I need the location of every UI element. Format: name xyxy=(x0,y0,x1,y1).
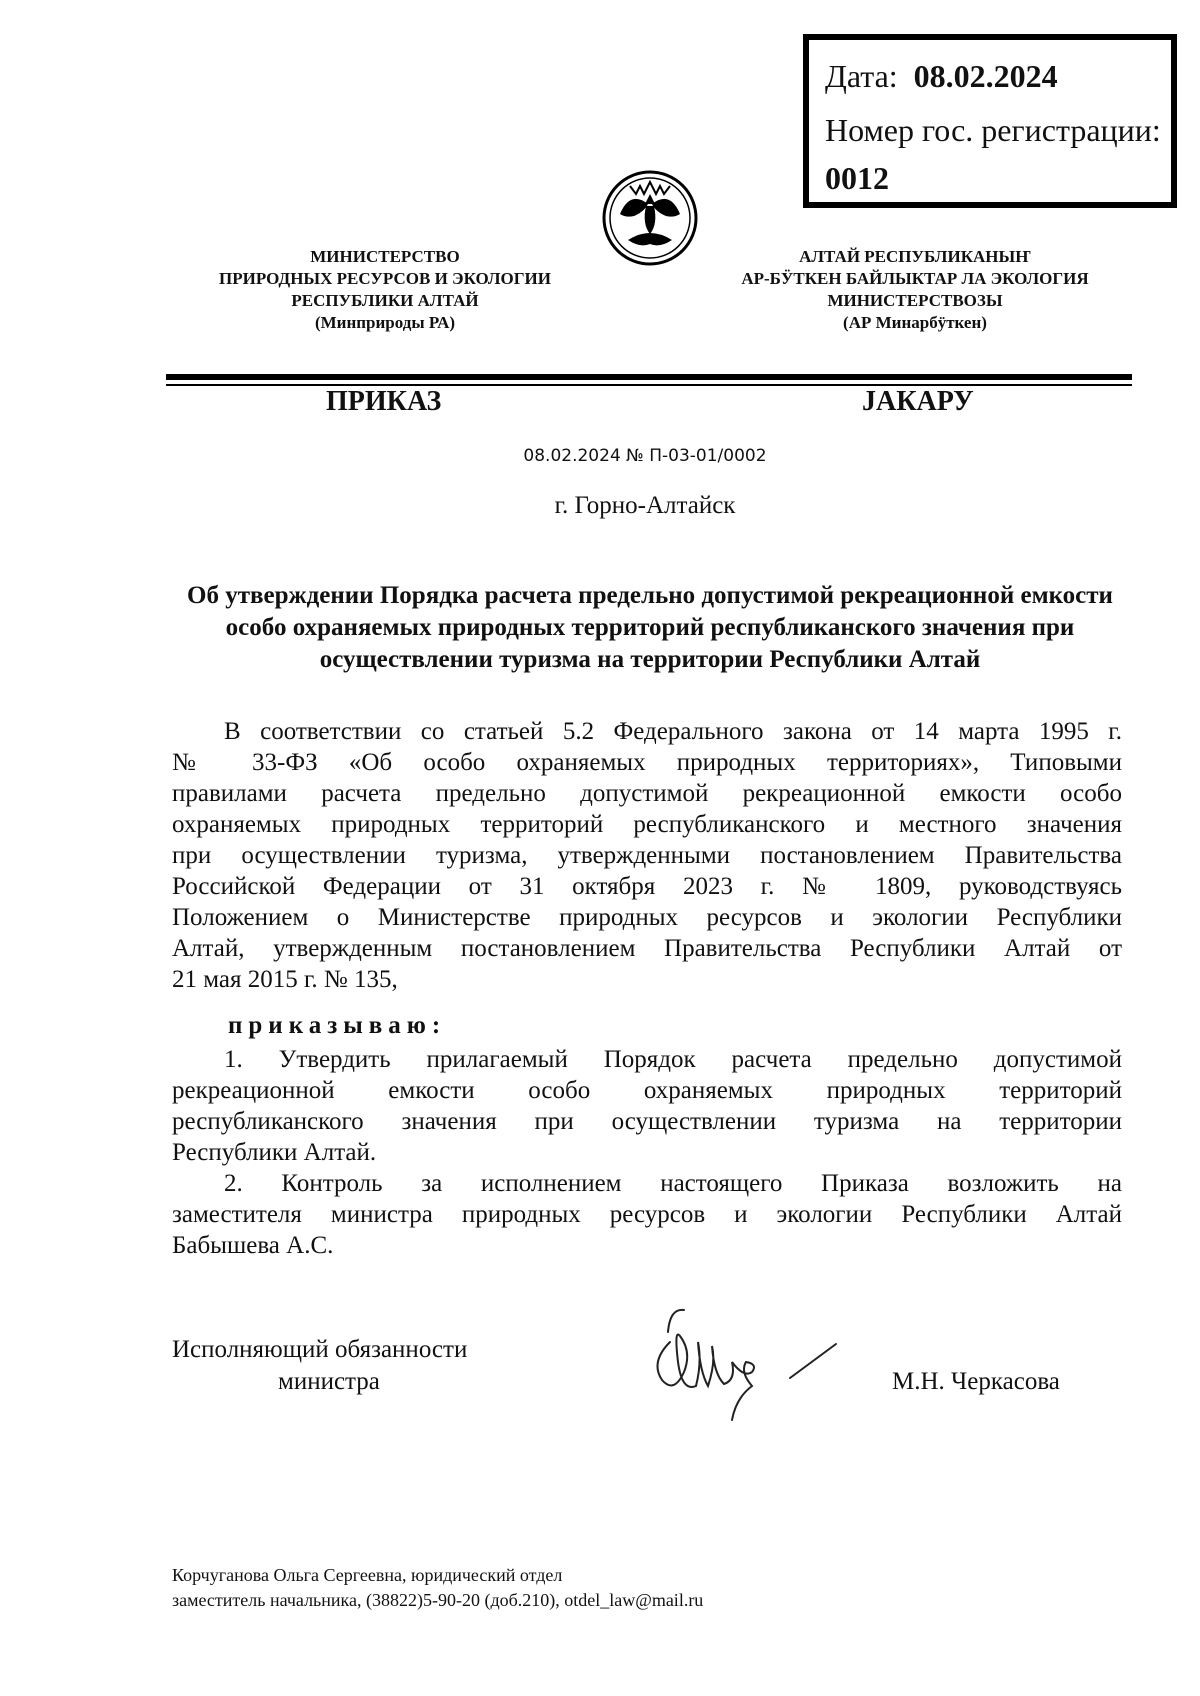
paragraph-line: правилами расчета предельно допустимой рекреационной емкости особо xyxy=(172,780,1122,807)
coat-of-arms-emblem xyxy=(600,168,700,268)
order-title-russian: ПРИКАЗ xyxy=(326,386,442,417)
paragraph-line: 21 мая 2015 г. № 135, xyxy=(172,966,398,993)
paragraph-line: республиканского значения при осуществлении туризма на территории xyxy=(172,1108,1122,1135)
order-item-1 xyxy=(172,1044,1122,1168)
signer-name: М.Н. Черкасова xyxy=(892,1368,1060,1395)
document-city: г. Горно-Алтайск xyxy=(554,492,736,519)
header-line: (АР Минарбӱткен) xyxy=(843,313,987,332)
registration-number-label: Номер гос. регистрации: xyxy=(825,112,1161,148)
paragraph-line: 2. Контроль за исполнением настоящего Приказа возложить на xyxy=(224,1170,1122,1197)
registration-date-value: 08.02.2024 xyxy=(913,58,1058,94)
paragraph-line: 1. Утвердить прилагаемый Порядок расчета предельно допустимой xyxy=(224,1046,1122,1073)
header-line: АЛТАЙ РЕСПУБЛИКАНЫҤ xyxy=(799,247,1031,266)
handwritten-signature xyxy=(640,1302,860,1422)
order-title-altai: JАКАРУ xyxy=(862,386,974,417)
paragraph-line: Алтай, утвержденным постановлением Правительства Республики Алтай от xyxy=(172,935,1122,962)
header-line: РЕСПУБЛИКИ АЛТАЙ xyxy=(291,291,479,310)
paragraph-line: охраняемых природных территорий республиканского и местного значения xyxy=(172,811,1122,838)
registration-number-value: 0012 xyxy=(825,160,889,196)
document-title: Об утверждении Порядка расчета предельно допустимой рекреационной емкости особо охраняемых природных территорий республиканского значения при осуществлении туризма на территории Республики Алтай xyxy=(187,582,1113,673)
header-divider-thin xyxy=(166,384,1132,386)
document-number: 08.02.2024 № П-03-01/0002 xyxy=(523,446,767,466)
paragraph-line: В соответствии со статьей 5.2 Федерального закона от 14 марта 1995 г. xyxy=(224,718,1122,745)
ministry-header-altai xyxy=(710,246,1120,334)
registration-date-row xyxy=(825,58,1058,95)
signer-position-line-1: Исполняющий обязанности xyxy=(172,1336,468,1363)
header-line: ПРИРОДНЫХ РЕСУРСОВ И ЭКОЛОГИИ xyxy=(219,269,551,288)
paragraph-line: Республики Алтай. xyxy=(172,1139,377,1166)
decree-word: приказываю: xyxy=(228,1012,447,1039)
basis-paragraph xyxy=(172,716,1122,995)
executor-info-line-1: Корчуганова Ольга Сергеевна, юридический отдел xyxy=(172,1565,563,1585)
header-line: МИНИСТЕРСТВО xyxy=(310,247,460,266)
paragraph-line: № 33-ФЗ «Об особо охраняемых природных территориях», Типовыми xyxy=(172,749,1122,776)
header-line: МИНИСТЕРСТВОЗЫ xyxy=(827,291,1003,310)
paragraph-line: Российской Федерации от 31 октября 2023 г. № 1809, руководствуясь xyxy=(172,873,1122,900)
paragraph-line: при осуществлении туризма, утвержденными постановлением Правительства xyxy=(172,842,1122,869)
registration-date-label: Дата: xyxy=(825,58,898,94)
registration-stamp xyxy=(803,34,1177,208)
paragraph-line: рекреационной емкости особо охраняемых природных территорий xyxy=(172,1077,1122,1104)
header-line: (Минприроды РА) xyxy=(314,313,456,332)
ministry-header-russian xyxy=(180,246,590,334)
paragraph-line: Бабышева А.С. xyxy=(172,1232,334,1259)
signer-position-line-2: министра xyxy=(278,1368,380,1395)
header-divider-thick xyxy=(166,374,1132,380)
executor-info-line-2: заместитель начальника, (38822)5-90-20 (доб.210), otdel_law@mail.ru xyxy=(172,1590,704,1610)
header-line: АР-БӰТКЕН БАЙЛЫКТАР ЛА ЭКОЛОГИЯ xyxy=(741,269,1089,288)
order-item-2 xyxy=(172,1168,1122,1261)
paragraph-line: Положением о Министерстве природных ресурсов и экологии Республики xyxy=(172,904,1122,931)
paragraph-line: заместителя министра природных ресурсов и экологии Республики Алтай xyxy=(172,1201,1122,1228)
